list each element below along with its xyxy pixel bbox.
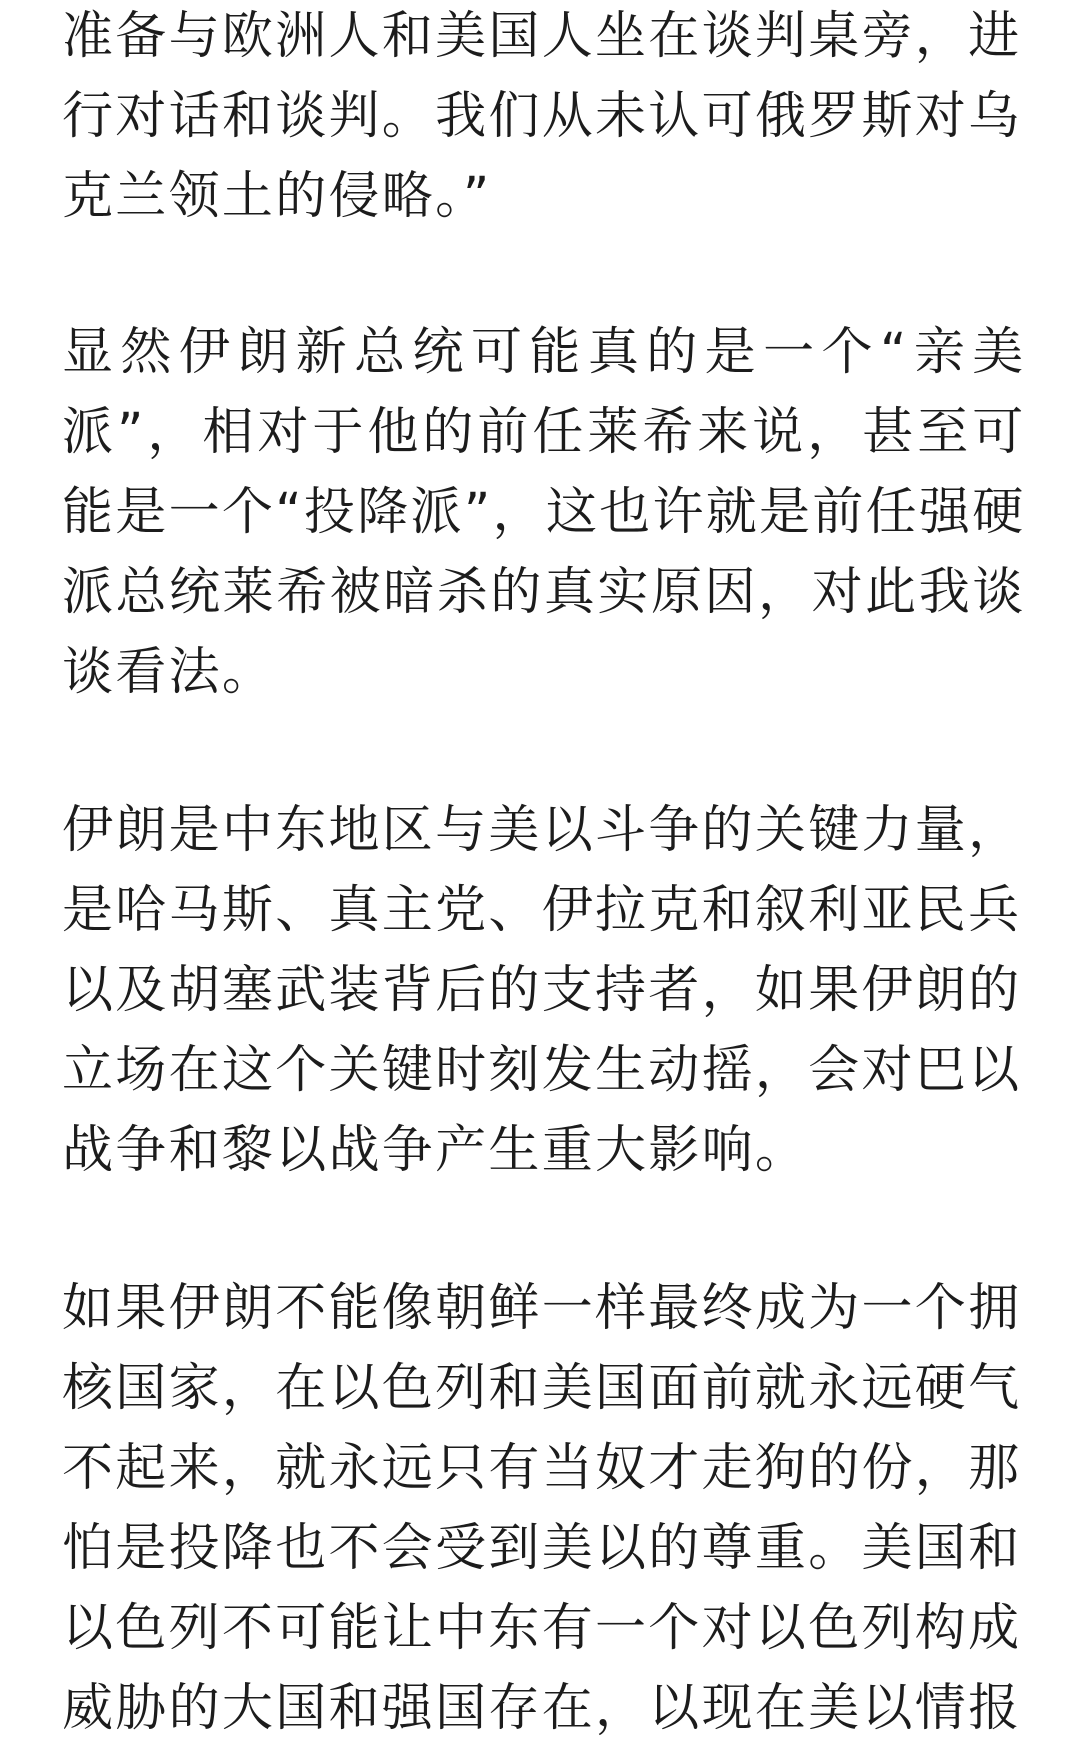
text-line: 怕是投降也不会受到美以的尊重。美国和	[62, 1519, 1022, 1578]
text-line: 核国家，在以色列和美国面前就永远硬气	[62, 1359, 1022, 1418]
paragraph-4	[62, 1269, 1021, 1749]
text-line: 克兰领土的侵略。”	[62, 167, 492, 226]
text-line: 显然伊朗新总统可能真的是一个“亲美	[62, 323, 1026, 382]
text-line: 派总统莱希被暗杀的真实原因，对此我谈	[62, 563, 1026, 622]
text-line: 伊朗是中东地区与美以斗争的关键力量，	[62, 801, 1022, 860]
text-line: 以及胡塞武装背后的支持者，如果伊朗的	[62, 961, 1022, 1020]
text-line: 不起来，就永远只有当奴才走狗的份，那	[62, 1439, 1022, 1498]
text-line: 行对话和谈判。我们从未认可俄罗斯对乌	[62, 87, 1022, 146]
text-line: 能是一个“投降派”，这也许就是前任强硬	[62, 483, 1026, 542]
text-line: 战争和黎以战争产生重大影响。	[62, 1121, 809, 1180]
text-line: 如果伊朗不能像朝鲜一样最终成为一个拥	[62, 1279, 1022, 1338]
paragraph-2	[62, 313, 1026, 713]
text-line: 准备与欧洲人和美国人坐在谈判桌旁，进	[62, 7, 1022, 66]
paragraph-3	[62, 791, 1021, 1191]
text-line: 以色列不可能让中东有一个对以色列构成	[62, 1599, 1022, 1658]
paragraph-1	[62, 0, 1021, 237]
text-line: 派”，相对于他的前任莱希来说，甚至可	[62, 403, 1026, 462]
text-line: 威胁的大国和强国存在，以现在美以情报	[62, 1679, 1022, 1738]
text-line: 谈看法。	[62, 643, 276, 702]
text-line: 是哈马斯、真主党、伊拉克和叙利亚民兵	[62, 881, 1022, 940]
text-line: 立场在这个关键时刻发生动摇，会对巴以	[62, 1041, 1022, 1100]
